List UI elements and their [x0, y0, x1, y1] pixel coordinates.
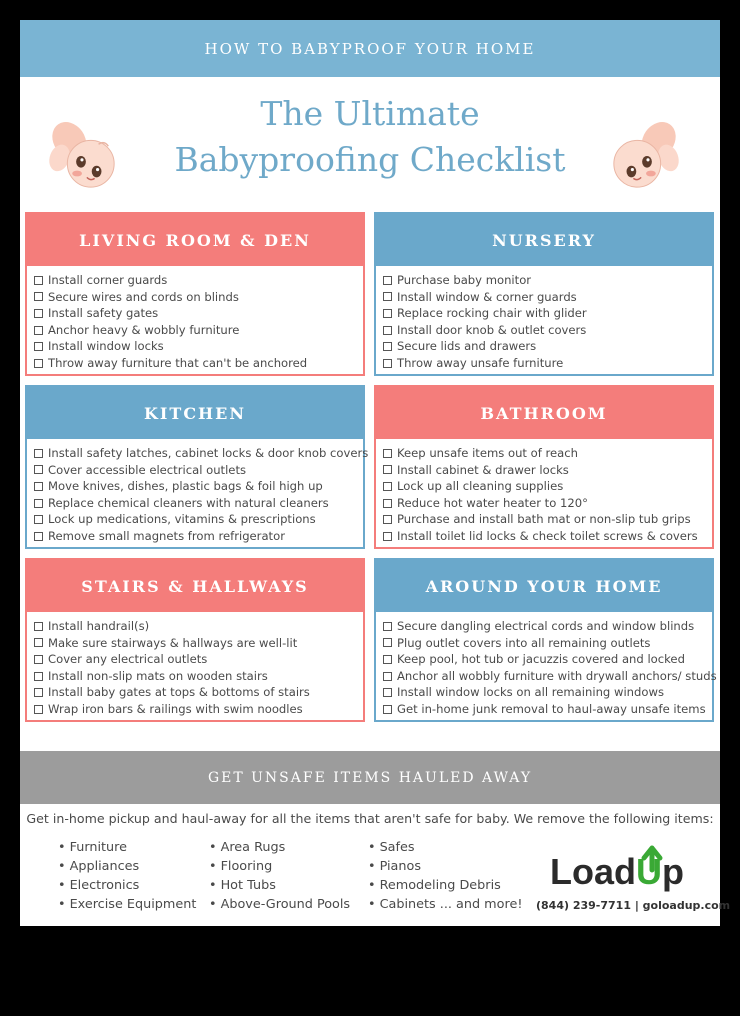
checklist-item[interactable]: Secure dangling electrical cords and window blinds — [383, 618, 712, 635]
checkbox-icon[interactable] — [34, 465, 43, 474]
checkbox-icon[interactable] — [34, 309, 43, 318]
section-title: BATHROOM — [376, 387, 712, 439]
checklist-item[interactable]: Anchor heavy & wobbly furniture — [34, 322, 363, 339]
checkbox-icon[interactable] — [383, 465, 392, 474]
list-item: • Above-Ground Pools — [209, 897, 351, 912]
section-kitchen — [25, 385, 369, 549]
haul-away-intro: Get in-home pickup and haul-away for all the items that aren't safe for baby. We remove the following items: — [26, 811, 714, 826]
loadup-logo — [550, 844, 710, 894]
checkbox-icon[interactable] — [383, 705, 392, 714]
checkbox-icon[interactable] — [34, 449, 43, 458]
checklist-item[interactable]: Install window & corner guards — [383, 289, 712, 306]
page-title-line2: Babyproofing Checklist — [174, 140, 566, 179]
checklist-item[interactable]: Secure wires and cords on blinds — [34, 289, 363, 306]
checklist-item[interactable]: Install non-slip mats on wooden stairs — [34, 668, 363, 685]
checkbox-icon[interactable] — [34, 655, 43, 664]
checkbox-icon[interactable] — [34, 482, 43, 491]
checkbox-icon[interactable] — [34, 515, 43, 524]
checklist-item[interactable]: Remove small magnets from refrigerator — [34, 528, 363, 545]
checklist-item[interactable]: Cover accessible electrical outlets — [34, 462, 363, 479]
checkbox-icon[interactable] — [383, 532, 392, 541]
checkbox-icon[interactable] — [383, 515, 392, 524]
items-list-column-2 — [209, 838, 350, 914]
haul-away-banner: GET UNSAFE ITEMS HAULED AWAY — [20, 751, 720, 804]
checklist-item[interactable]: Secure lids and drawers — [383, 338, 712, 355]
checklist-item[interactable]: Purchase and install bath mat or non-slip tub grips — [383, 511, 712, 528]
checkbox-icon[interactable] — [34, 499, 43, 508]
checklist-item[interactable]: Install safety gates — [34, 305, 363, 322]
checkbox-icon[interactable] — [34, 292, 43, 301]
checkbox-icon[interactable] — [383, 342, 392, 351]
checklist-item[interactable]: Wrap iron bars & railings with swim noodles — [34, 701, 363, 718]
items-list-column-3 — [368, 838, 522, 914]
section-around-home — [374, 558, 717, 722]
checkbox-icon[interactable] — [34, 326, 43, 335]
checklist-item[interactable]: Replace chemical cleaners with natural cleaners — [34, 495, 363, 512]
list-item: • Hot Tubs — [209, 878, 276, 893]
checkbox-icon[interactable] — [383, 276, 392, 285]
list-item: • Area Rugs — [209, 840, 286, 855]
checklist-item[interactable]: Install safety latches, cabinet locks & door knob covers — [34, 445, 363, 462]
checklist-item[interactable]: Anchor all wobbly furniture with drywall anchors/ studs — [383, 668, 712, 685]
section-title: STAIRS & HALLWAYS — [27, 560, 363, 612]
list-item: • Safes — [368, 840, 415, 855]
checklist-item[interactable]: Keep unsafe items out of reach — [383, 445, 712, 462]
checklist-sheet — [20, 20, 731, 926]
list-item: • Exercise Equipment — [58, 897, 197, 912]
checkbox-icon[interactable] — [34, 532, 43, 541]
section-living-room — [25, 212, 365, 376]
list-item: • Flooring — [209, 859, 273, 874]
checkbox-icon[interactable] — [34, 342, 43, 351]
checklist-item[interactable]: Install handrail(s) — [34, 618, 363, 635]
section-title: KITCHEN — [27, 387, 363, 439]
section-bathroom — [374, 385, 714, 549]
checklist-item[interactable]: Throw away furniture that can't be anchored — [34, 355, 363, 372]
section-title: AROUND YOUR HOME — [376, 560, 712, 612]
top-banner: HOW TO BABYPROOF YOUR HOME — [20, 20, 720, 77]
list-item: • Furniture — [58, 840, 128, 855]
checkbox-icon[interactable] — [383, 359, 392, 368]
checkbox-icon[interactable] — [34, 672, 43, 681]
contact-info: (844) 239-7711 | goloadup.com — [536, 899, 731, 912]
checklist-item[interactable]: Get in-home junk removal to haul-away unsafe items — [383, 701, 712, 718]
items-list-column-1 — [58, 838, 196, 914]
checklist-item[interactable]: Install cabinet & drawer locks — [383, 462, 712, 479]
checklist-item[interactable]: Lock up medications, vitamins & prescriptions — [34, 511, 363, 528]
checklist-item[interactable]: Install baby gates at tops & bottoms of stairs — [34, 684, 363, 701]
checklist-item[interactable]: Reduce hot water heater to 120° — [383, 495, 712, 512]
svg-text:Load: Load — [550, 851, 636, 892]
list-item: • Cabinets ... and more! — [368, 897, 523, 912]
checkbox-icon[interactable] — [34, 622, 43, 631]
list-item: • Remodeling Debris — [368, 878, 501, 893]
checkbox-icon[interactable] — [383, 638, 392, 647]
checkbox-icon[interactable] — [383, 292, 392, 301]
checkbox-icon[interactable] — [383, 482, 392, 491]
svg-text:U: U — [636, 851, 662, 892]
checkbox-icon[interactable] — [34, 276, 43, 285]
checklist-item[interactable]: Throw away unsafe furniture — [383, 355, 712, 372]
checklist-item[interactable]: Cover any electrical outlets — [34, 651, 363, 668]
section-nursery — [374, 212, 714, 376]
checklist-item[interactable]: Purchase baby monitor — [383, 272, 712, 289]
checklist-item[interactable]: Keep pool, hot tub or jacuzzis covered and locked — [383, 651, 712, 668]
section-title: NURSERY — [376, 214, 712, 266]
checklist-item[interactable]: Install toilet lid locks & check toilet screws & covers — [383, 528, 712, 545]
section-stairs-hallways — [25, 558, 365, 722]
checklist-item[interactable]: Replace rocking chair with glider — [383, 305, 712, 322]
checkbox-icon[interactable] — [383, 499, 392, 508]
checkbox-icon[interactable] — [383, 309, 392, 318]
baby-illustration-right — [608, 115, 686, 193]
page-title-line1: The Ultimate — [260, 94, 480, 133]
checkbox-icon[interactable] — [383, 688, 392, 697]
checkbox-icon[interactable] — [34, 359, 43, 368]
checklist-item[interactable]: Install corner guards — [34, 272, 363, 289]
checkbox-icon[interactable] — [383, 672, 392, 681]
list-item: • Pianos — [368, 859, 422, 874]
checklist-item[interactable]: Make sure stairways & hallways are well-lit — [34, 635, 363, 652]
checkbox-icon[interactable] — [383, 622, 392, 631]
checklist-item[interactable]: Install window locks — [34, 338, 363, 355]
list-item: • Electronics — [58, 878, 140, 893]
checklist-item[interactable]: Install window locks on all remaining windows — [383, 684, 712, 701]
checkbox-icon[interactable] — [383, 655, 392, 664]
checkbox-icon[interactable] — [383, 326, 392, 335]
svg-text:p: p — [662, 851, 684, 892]
checkbox-icon[interactable] — [34, 638, 43, 647]
checklist-item[interactable]: Plug outlet covers into all remaining outlets — [383, 635, 712, 652]
checklist-item[interactable]: Install door knob & outlet covers — [383, 322, 712, 339]
section-title: LIVING ROOM & DEN — [27, 214, 363, 266]
checkbox-icon[interactable] — [34, 705, 43, 714]
list-item: • Appliances — [58, 859, 140, 874]
checklist-item[interactable]: Move knives, dishes, plastic bags & foil high up — [34, 478, 363, 495]
checkbox-icon[interactable] — [34, 688, 43, 697]
checkbox-icon[interactable] — [383, 449, 392, 458]
checklist-item[interactable]: Lock up all cleaning supplies — [383, 478, 712, 495]
